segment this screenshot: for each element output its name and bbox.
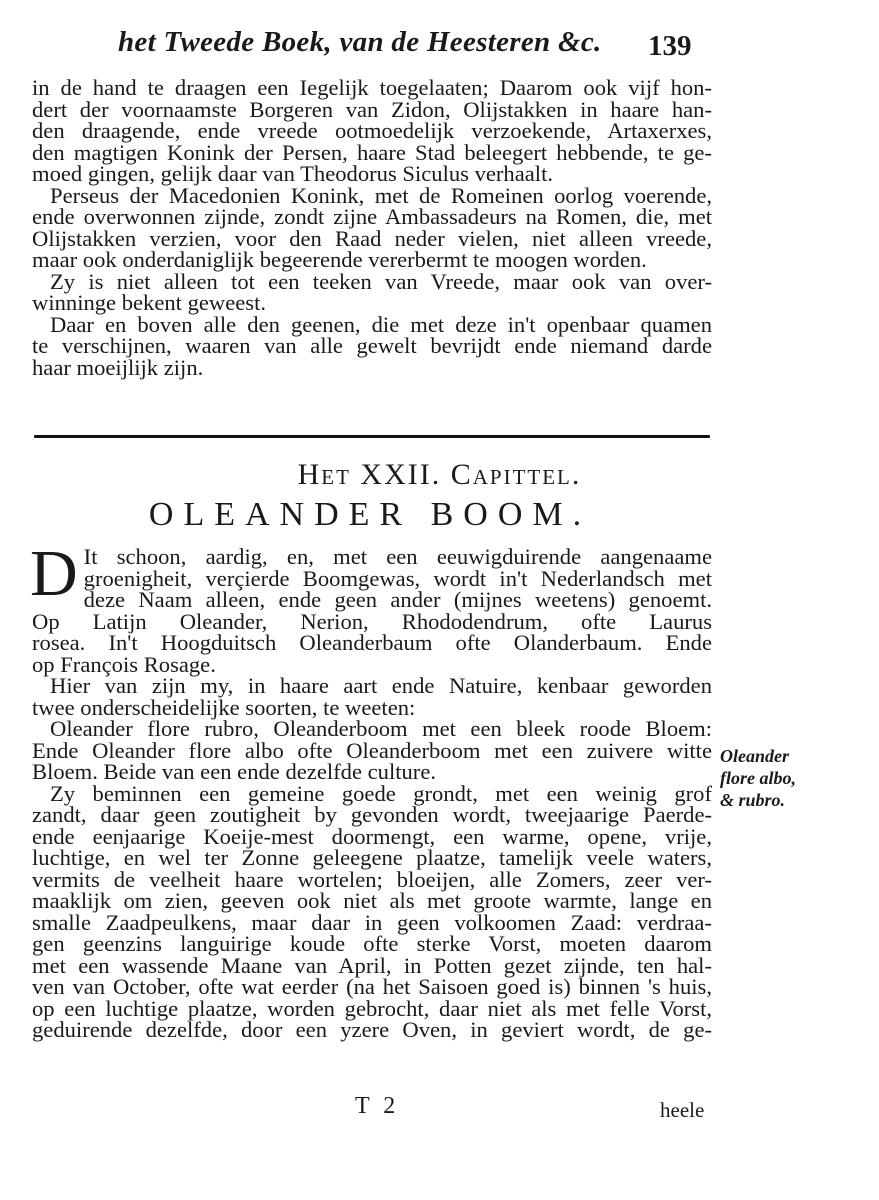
signature-mark: T 2 — [355, 1093, 400, 1119]
text-line: luchtige, en wel ter Zonne geleegene plaatze, tamelijk veele waters, — [32, 845, 712, 870]
text-line: met een wassende Maane van April, in Potten gezet zijnde, ten hal- — [32, 952, 712, 978]
text-line: Oleander flore rubro, Oleanderboom met een bleek roode Bloem: — [50, 716, 712, 741]
text-line: Hier van zijn my, in haare aart ende Natuire, kenbaar geworden — [50, 673, 712, 698]
text-line: ende eenjaarige Koeije-mest doormengt, een warme, opene, vrije, — [32, 823, 712, 849]
margin-note-line: flore albo, — [720, 768, 796, 788]
text-line: maaklijk om zien, geeven ook niet als met groote warmte, lange en — [32, 888, 712, 913]
text-line: dert der voornaamste Borgeren van Zidon, Olijstakken in haare han- — [32, 96, 712, 122]
margin-note-line: Oleander — [720, 746, 789, 766]
chapter-text — [30, 537, 712, 1042]
text-line: gen geenzins languirige koude ofte sterke Vorst, moeten daarom — [32, 931, 712, 956]
chapter-subtitle: OLEANDER BOOM. — [148, 496, 592, 533]
text-line: in de hand te draagen een Iegelijk toegelaaten; Daarom ook vijf hon- — [32, 75, 712, 100]
text-line: smalle Zaadpeulkens, maar daar in geen volkoomen Zaad: verdraa- — [32, 909, 712, 935]
text-line: op een luchtige plaatze, worden gebrocht, daar niet als met felle Vorst, — [32, 995, 712, 1021]
text-line: haar moeijlijk zijn. — [32, 354, 204, 380]
text-line: Op Latijn Oleander, Nerion, Rhododendrum, ofte Laurus — [32, 608, 712, 634]
text-line: Zy is niet alleen tot een teeken van Vreede, maar ook van over- — [50, 268, 712, 294]
text-line: moed gingen, gelijk daar van Theodorus Siculus verhaalt. — [32, 161, 553, 186]
previous-chapter-text — [32, 77, 712, 378]
text-line: Zy beminnen een gemeine goede grondt, met een weinig grof — [50, 780, 712, 806]
text-line: rosea. In't Hoogduitsch Oleanderbaum ofte Olanderbaum. Ende — [32, 630, 712, 655]
text-line: Daar en boven alle den geenen, die met deze in't openbaar quamen — [50, 311, 712, 337]
text-line: op François Rosage. — [32, 651, 216, 677]
text-line: te verschijnen, waaren van alle gewelt bevrijdt ende niemand darde — [32, 333, 712, 358]
text-line: Olijstakken verzien, voor den Raad neder vielen, niet alleen vreede, — [32, 225, 712, 251]
text-line: Bloem. Beide van een ende dezelfde culture. — [32, 759, 436, 784]
text-line: ven van October, ofte wat eerder (na het Saisoen goed is) binnen 's huis, — [32, 974, 712, 999]
text-line: ende overwonnen zijnde, zondt zijne Ambassadeurs na Romen, die, met — [32, 204, 712, 229]
margin-note-line: & rubro. — [720, 790, 786, 810]
margin-note — [720, 745, 850, 811]
text-line: Perseus der Macedonien Konink, met de Romeinen oorlog voerende, — [50, 182, 712, 208]
text-line: winninge bekent geweest. — [32, 290, 267, 315]
text-line: deze Naam alleen, ende geen ander (mijnes weetens) genoemt. — [83, 587, 712, 612]
text-line: den draagende, ende vreede ootmoedelijk verzoekende, Artaxerxes, — [32, 118, 712, 143]
text-line: den magtigen Konink der Persen, haare Stad beleegert hebbende, te ge- — [32, 139, 712, 165]
text-line: maar ook onderdaniglijk begeerende vererbermt te moogen worden. — [32, 247, 647, 272]
running-head: het Tweede Boek, van de Heesteren &c. — [118, 26, 602, 58]
page-number: 139 — [648, 30, 692, 62]
text-line: Ende Oleander flore albo ofte Oleanderboom met een zuivere witte — [32, 737, 712, 763]
text-line: It schoon, aardig, en, met een eeuwigduirende aangenaame — [83, 544, 712, 569]
text-line: groenigheit, verçierde Boomgewas, wordt in't Nederlandsch met — [83, 565, 712, 591]
text-line: geduirende dezelfde, door een yzere Oven, in geviert wordt, de ge- — [32, 1017, 712, 1042]
text-line: vermits de veelheit haare wortelen; bloeijen, alle Zomers, zeer ver- — [32, 866, 712, 892]
chapter-title: Het XXII. Capittel. — [297, 458, 582, 491]
text-line: twee onderscheidelijke soorten, te weeten: — [32, 694, 416, 720]
drop-cap: D — [30, 537, 78, 610]
text-line: zandt, daar geen zoutigheit by gevonden wordt, tweejaarige Paerde- — [32, 802, 712, 827]
section-divider — [34, 435, 710, 438]
catchword: heele — [660, 1098, 705, 1122]
